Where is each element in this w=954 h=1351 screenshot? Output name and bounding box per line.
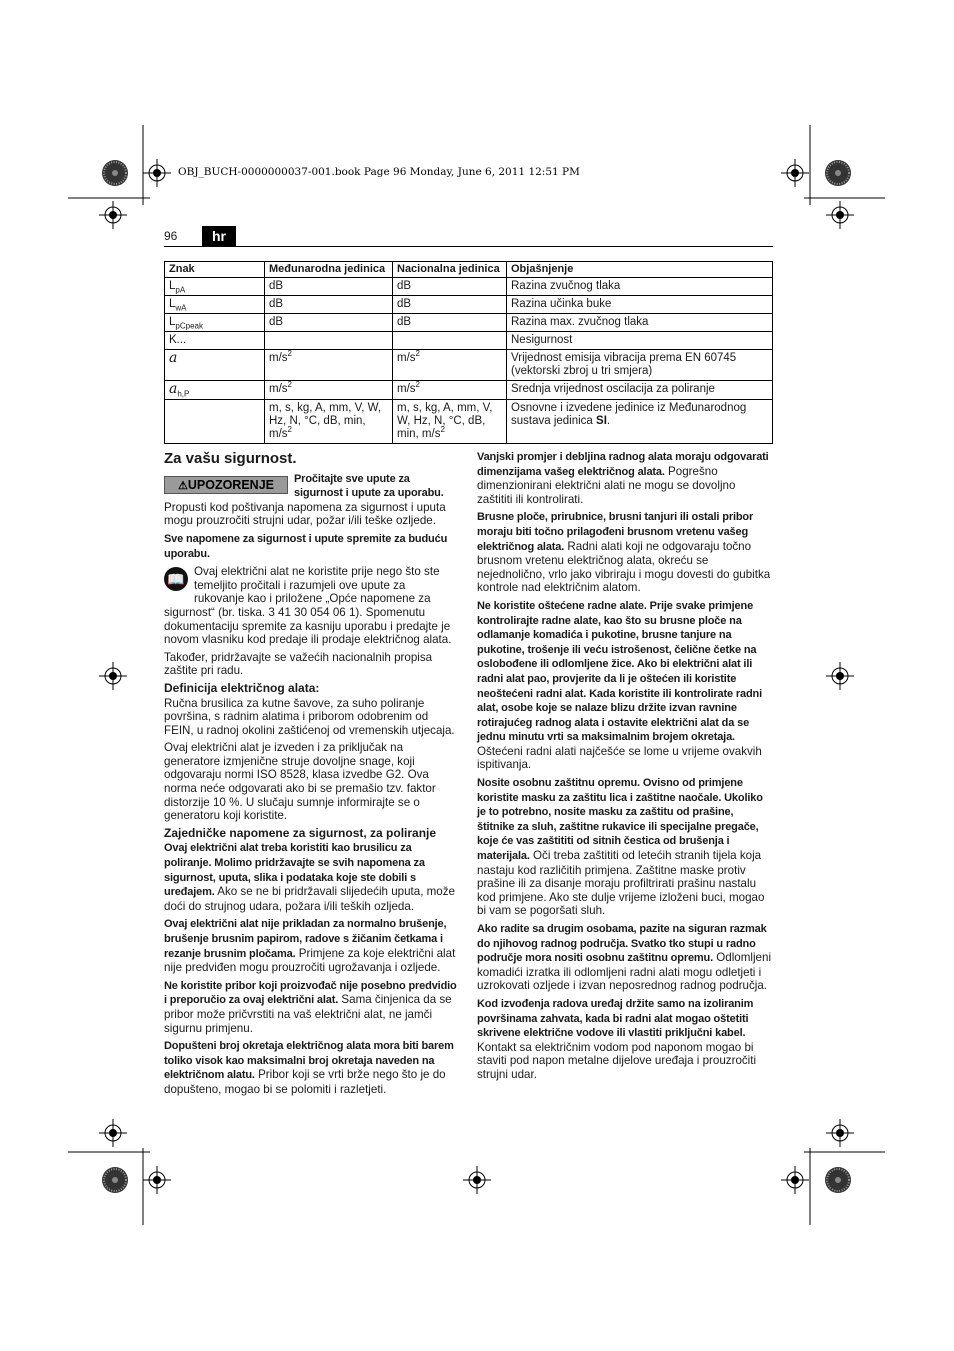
intl-unit-cell: $m/s^2$ (265, 381, 393, 400)
left-column (164, 450, 458, 1101)
table-row (165, 400, 773, 444)
table-row (165, 278, 773, 296)
keep-instructions: Sve napomene za sigurnost i upute spremite za buduću uporabu. (164, 532, 448, 560)
table-row (165, 381, 773, 400)
safety-paragraph: Ne koristite oštećene radne alate. Prije svake primjene kontrolirajte radne alate, kao što su brusne ploče na odlamanje komadića i pukotine, brusne tanjure na pukotine, trošenje ili veću istrošenost, čelične četke na oslobođene ili odlomljene žice. Ako bi električni alat ili radni alat pao, provjerite da li je oštećen ili koristite neoštećeni radni alat. Kada koristite ili kontrolirate radni alat, osobe koje se nalaze blizu držite izvan ravnine rotirajućeg radnog alata i ostavite električni alat da se jednu minutu vrti sa maksimalnim brojem okretaja. Oštećeni radni alati najčešće se lome u vrijeme ovakvih ispitivanja. (477, 599, 763, 772)
manual-paragraph: 📖 Ovaj električni alat ne koristite prije nego što ste temeljito pročitali i razumjeli ove upute za rukovanje kao i priložene „Opće napomene za sigurnost“ (br. tiska. 3 41 30 054 06 1). Spomenutu dokumentaciju spremite za kasniju uporabu i predajte je novom vlasniku kod predaje ili prodaje električnog alata. (164, 565, 452, 647)
common-heading: Zajedničke napomene za sigurnost, za poliranje (164, 825, 437, 840)
safety-paragraph: Ako radite sa drugim osobama, pazite na siguran razmak do njihovog radnog područja. Svatko tko stupi u radno područje mora nositi osobnu zaštitnu opremu. Odlomljeni komadići izratka ili odlomljeni radni alati mogu odletjeti i uzrokovati ozljede i izvan neposrednog radnog područja. (477, 923, 772, 993)
column-header: Znak (165, 262, 265, 278)
safety-paragraph: Vanjski promjer i debljina radnog alata moraju odgovarati dimenzijama vašeg električnog alata. Pogrešno dimenzionirani električni alati ne mogu se dovoljno zaštititi ili kontrolirati. (477, 451, 769, 506)
read-manual-icon: 📖 (164, 567, 188, 591)
header-rule (164, 246, 773, 247)
nat-unit-cell: m, s, kg, A, mm, V, W, Hz, N, °C, dB, min, $m/s^2$ (393, 400, 507, 444)
nat-unit-cell: dB (393, 278, 507, 296)
definition-text: Ručna brusilica za kutne šavove, za suho poliranje površina, s radnim alatima i priborom odobrenim od FEIN, u radnoj okolini zaštićenoj od vremenskih utjecaja. (164, 696, 455, 737)
intl-unit-cell: m, s, kg, A, mm, V, W, Hz, N, °C, dB, min, $m/s^2$ (265, 400, 393, 444)
column-header: Međunarodna jedinica (265, 262, 393, 278)
intl-unit-cell: dB (265, 296, 393, 314)
symbol-cell: $a_{h,P}$ (165, 381, 265, 400)
safety-paragraph: Ne koristite pribor koji proizvođač nije posebno predvidio i preporučio za ovaj električni alat. Sama činjenica da se pribor može pričvrstiti na vaš električni alat, ne jamči sigurnu primjenu. (164, 979, 457, 1035)
nat-unit-cell: dB (393, 296, 507, 314)
column-header: Nacionalna jedinica (393, 262, 507, 278)
intl-unit-cell (265, 332, 393, 350)
desc-cell: Nesigurnost (507, 332, 773, 350)
warning-badge: ⚠UPOZORENJE (164, 476, 288, 494)
desc-cell: Razina učinka buke (507, 296, 773, 314)
symbol-cell: $L_{pA}$ (165, 278, 265, 296)
intl-unit-cell: $m/s^2$ (265, 350, 393, 381)
units-table (164, 261, 773, 444)
desc-cell: Vrijednost emisija vibracija prema EN 60745 (vektorski zbroj u tri smjera) (507, 350, 773, 381)
desc-cell: Razina max. zvučnog tlaka (507, 314, 773, 332)
table-row (165, 296, 773, 314)
language-badge: hr (202, 226, 236, 246)
warning-paragraph: ⚠UPOZORENJE Pročitajte sve upute za sigurnost i upute za uporabu. Propusti kod poštivanja napomena za sigurnost i uputa mogu prouzročiti strujni udar, požar i/ili teške ozljede. (164, 472, 446, 528)
table-row (165, 332, 773, 350)
symbol-cell: K... (165, 332, 265, 350)
symbol-cell: $L_{wA}$ (165, 296, 265, 314)
desc-cell: Razina zvučnog tlaka (507, 278, 773, 296)
safety-paragraph: Nosite osobnu zaštitnu opremu. Ovisno od primjene koristite masku za zaštitu lica i zaštitne naočale. Ukoliko je to potrebno, nosite masku za zaštitu od prašine, štitnike za sluh, zaštitne rukavice ili specijalne pregače, koje će vas zaštititi od sitnih čestica od brušenja i materijala. Oči treba zaštititi od letećih stranih tijela koja nastaju kod različitih primjena. Zaštitne maske protiv prašine ili za disanje moraju profiltrirati prašinu nastalu kod primjene. Ako ste dulje vrijeme izloženi buci, mogao bi vam se pogoršati sluh. (477, 777, 765, 918)
nat-unit-cell: $m/s^2$ (393, 381, 507, 400)
safety-paragraph: Kod izvođenja radova uređaj držite samo na izoliranim površinama zahvata, kada bi radni alat mogao oštetiti skrivene električne vodove ili vlastiti priključni kabel. Kontakt sa električnim vodom pod naponom mogao bi staviti pod napon metalne dijelove uređaja i prouzročiti strujni udar. (477, 997, 757, 1081)
desc-cell: Srednja vrijednost oscilacija za poliranje (507, 381, 773, 400)
safety-paragraph: Brusne ploče, prirubnice, brusni tanjuri ili ostali pribor moraju biti točno prilagođeni brusnom vretenu vašeg električnog alata. Radni alati koji ne odgovaraju točno brusnom vretenu električnog alata, okreću se nejednolično, vrlo jako vibriraju i mogu dovesti do gubitka kontrole nad električnim alatom. (477, 511, 771, 595)
warning-triangle-icon: ⚠ (177, 479, 188, 492)
column-header: Objašnjenje (507, 262, 773, 278)
desc-cell: Osnovne i izvedene jedinice iz Međunarodnog sustava jedinica SI. (507, 400, 773, 444)
nat-unit-cell: $m/s^2$ (393, 350, 507, 381)
intl-unit-cell: dB (265, 314, 393, 332)
page-number: 96 (164, 229, 178, 243)
nat-unit-cell: dB (393, 314, 507, 332)
regs-paragraph: Također, pridržavajte se važećih nacionalnih propisa zaštite pri radu. (164, 650, 433, 678)
nat-unit-cell (393, 332, 507, 350)
definition-heading: Definicija električnog alata: (164, 680, 320, 695)
symbol-cell: $L_{pCpeak}$ (165, 314, 265, 332)
table-row (165, 314, 773, 332)
book-info: OBJ_BUCH-0000000037-001.book Page 96 Monday, June 6, 2011 12:51 PM (178, 166, 580, 178)
table-header-row (165, 262, 773, 278)
safety-paragraph: Dopušteni broj okretaja električnog alata mora biti barem toliko visok kao maksimalni broj okretaja naveden na električnom alatu. Pribor koji se vrti brže nego što je do dopušteno, mogao bi se polomiti i razletjeti. (164, 1040, 454, 1096)
generator-text: Ovaj električni alat je izveden i za priključak na generatore izmjenične struje dovoljne snage, koji odgovaraju normi ISO 8528, klasa izvedbe G2. Ova norma neće odgovarati ako bi se premašio tzv. faktor distorzije 10 %. U slučaju sumnje informirajte se o generatoru koji koristite. (164, 741, 436, 823)
safety-paragraph: Ovaj električni alat treba koristiti kao brusilicu za poliranje. Molimo pridržavajte se svih napomena za sigurnost, uputa, slika i podataka koje ste dobili s uređajem. Ako se ne bi pridržavali slijedećih uputa, može doći do strujnog udara, požara i/ili teških ozljeda. (164, 842, 456, 913)
right-column (477, 450, 773, 1086)
safety-paragraph: Ovaj električni alat nije prikladan za normalno brušenje, brušenje brusnim papirom, radove s žičanim četkama i rezanje brusnim pločama. Primjene za koje električni alat nije predviđen mogu prouzročiti ugrožavanja i ozljede. (164, 918, 456, 975)
table-row (165, 350, 773, 381)
section-title: Za vašu sigurnost. (164, 450, 297, 467)
symbol-cell: a (165, 350, 265, 381)
symbol-cell (165, 400, 265, 444)
intl-unit-cell: dB (265, 278, 393, 296)
